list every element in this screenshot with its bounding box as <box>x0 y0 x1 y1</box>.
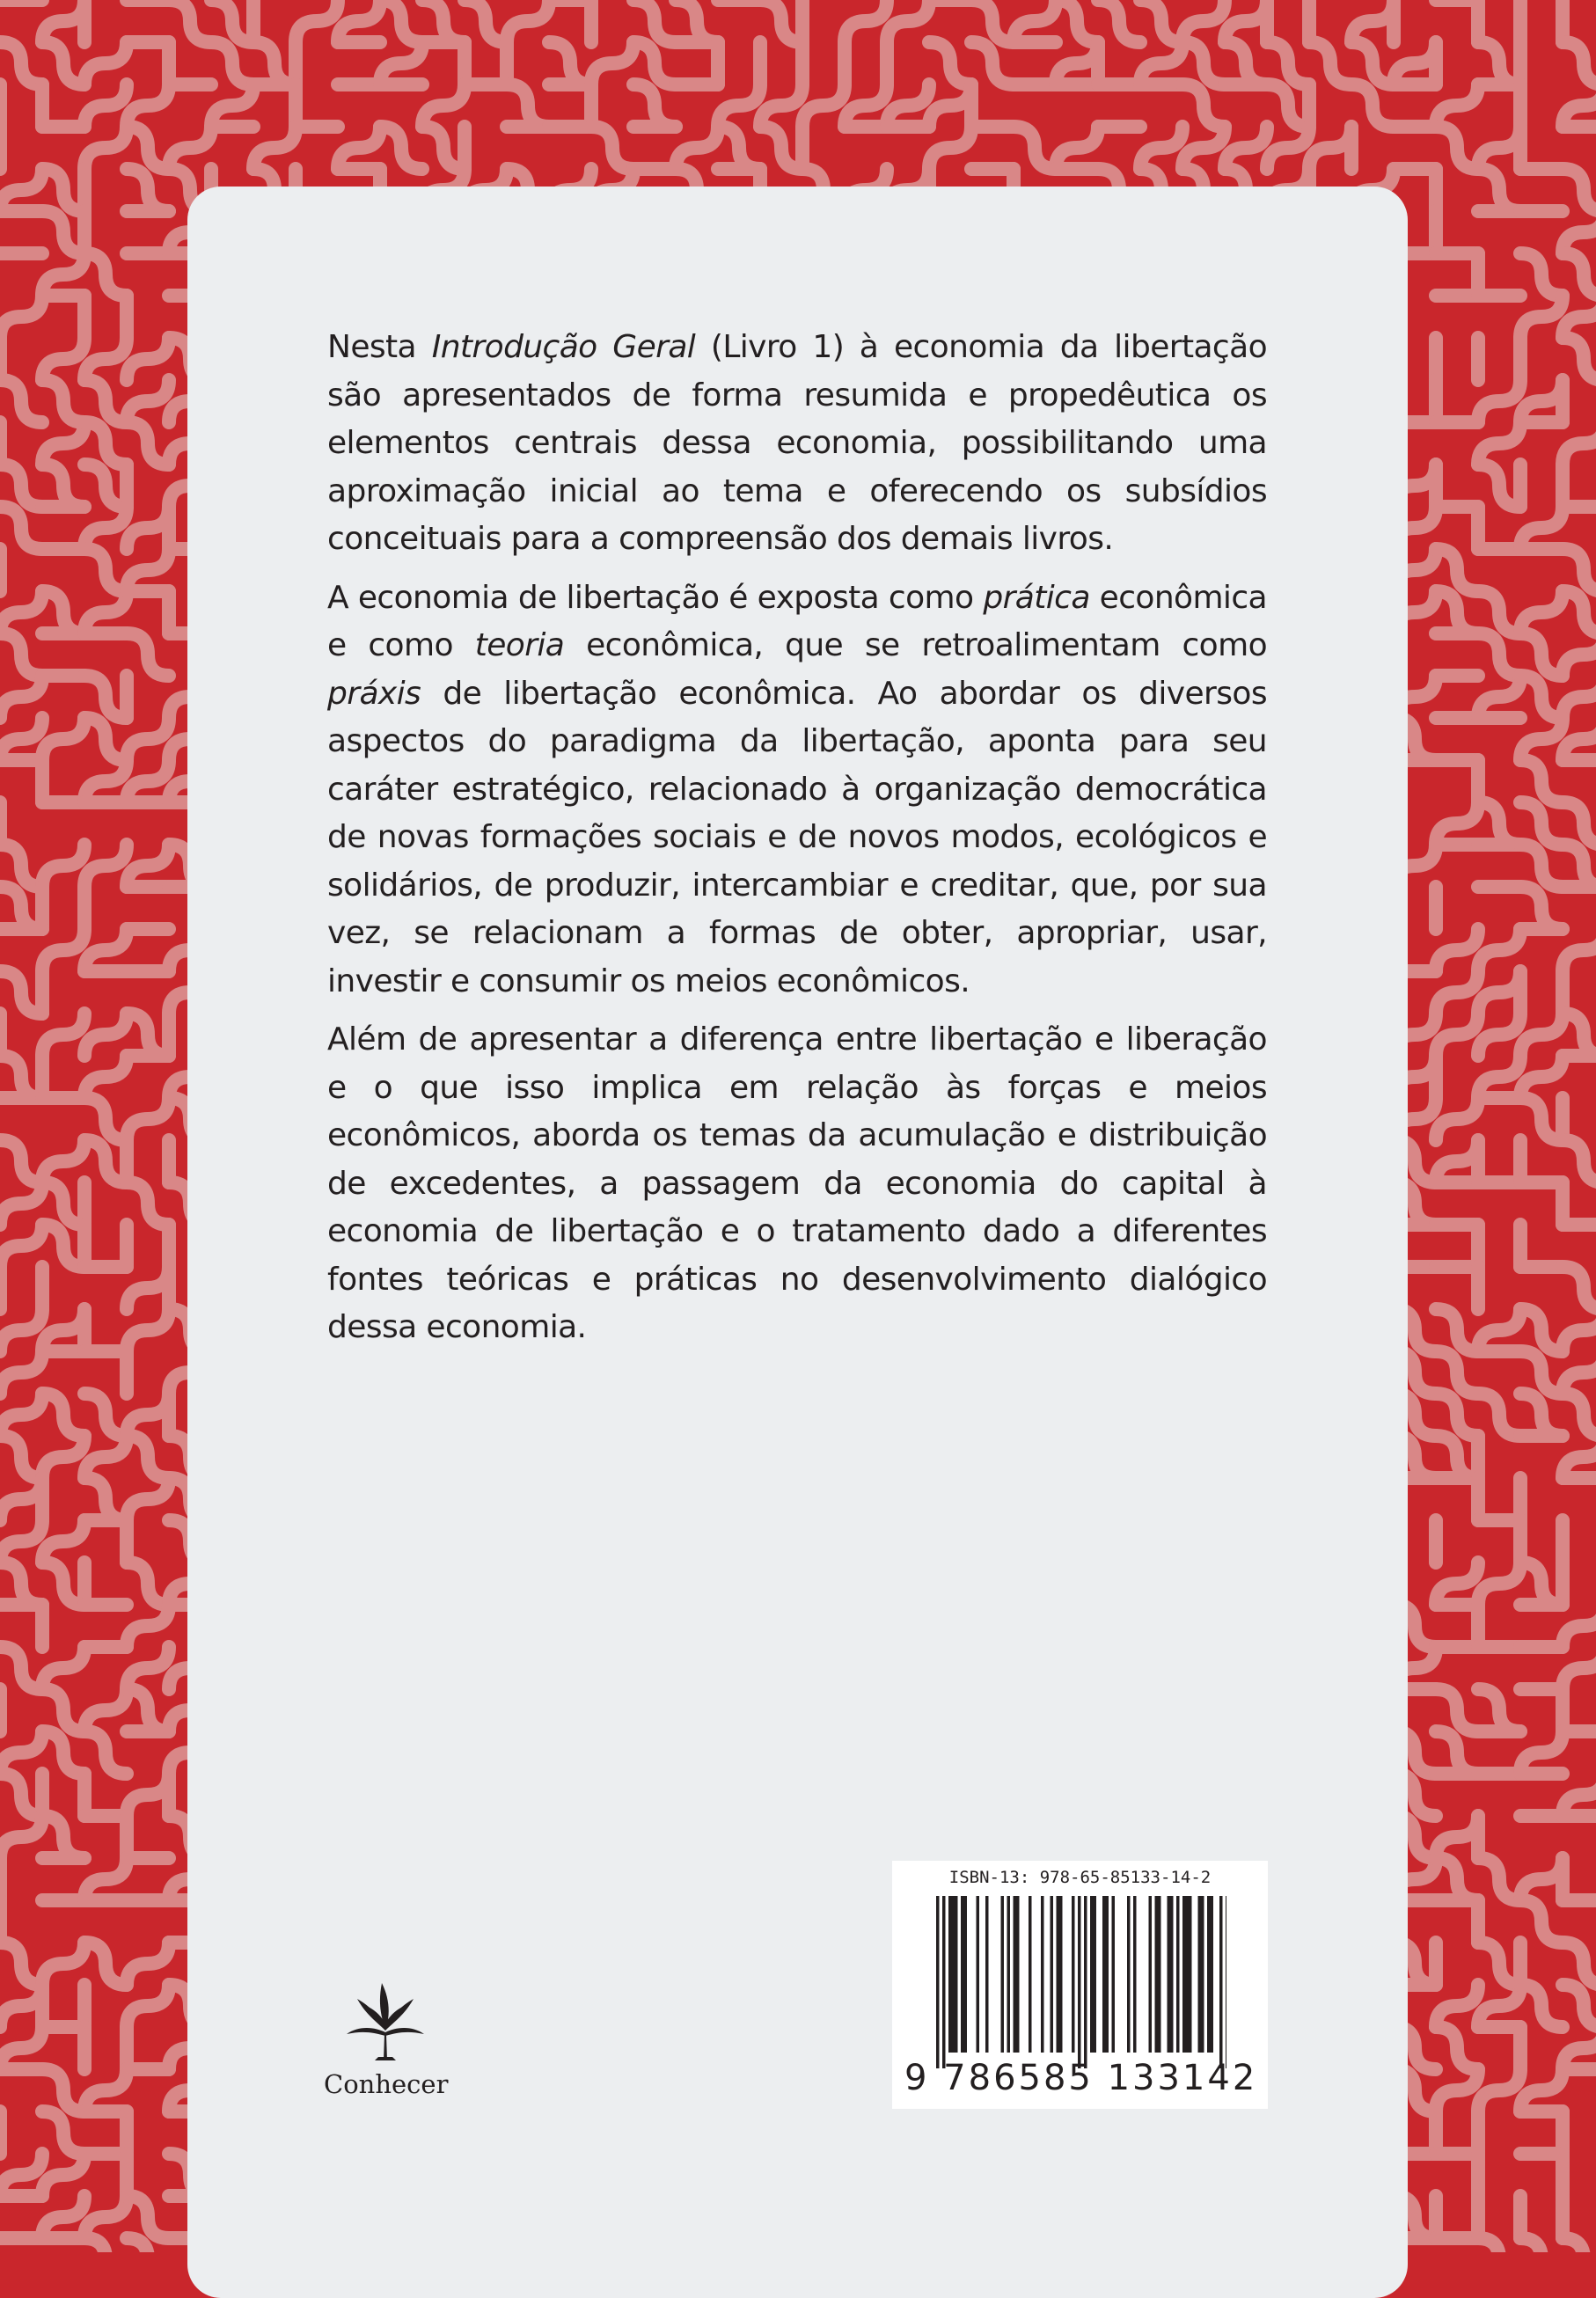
pattern-stroke <box>1563 929 1596 971</box>
pattern-stroke <box>127 1478 169 1520</box>
pattern-stroke <box>42 1394 84 1436</box>
barcode-bar <box>1207 1896 1211 2053</box>
pattern-stroke <box>1563 591 1596 633</box>
barcode-bar <box>985 1896 989 2053</box>
pattern-stroke <box>0 296 42 338</box>
pattern-stroke <box>0 1816 42 1858</box>
barcode-bars <box>936 1896 1226 2072</box>
barcode-bar <box>1059 1896 1063 2053</box>
barcode-bar <box>1112 1896 1116 2053</box>
pattern-stroke <box>127 633 169 676</box>
pattern-stroke <box>1563 1267 1596 1309</box>
barcode-digits: 9 786585 133142 <box>904 2058 1258 2098</box>
barcode-bar <box>1198 1896 1202 2053</box>
pattern-stroke <box>591 42 633 84</box>
barcode-bar <box>955 1896 958 2053</box>
pattern-stroke <box>0 676 42 718</box>
barcode-bar <box>1155 1896 1159 2053</box>
pattern-stroke <box>84 1731 127 1774</box>
barcode-bar <box>1106 1896 1109 2053</box>
pattern-stroke <box>507 0 549 42</box>
pattern-stroke <box>929 127 971 169</box>
barcode-bar <box>942 1896 946 2068</box>
barcode-bar <box>1186 1896 1190 2053</box>
pattern-stroke <box>1563 1605 1596 1647</box>
pattern-stroke <box>127 1182 169 1225</box>
barcode-bar <box>1219 1896 1223 2068</box>
pattern-stroke <box>1563 1309 1596 1351</box>
barcode-bar <box>952 1896 955 2053</box>
barcode-bar <box>1211 1896 1214 2053</box>
synopsis-paragraph-3: Além de apresentar a diferença entre libertação e liberação e o que isso implica em relação às forças e meios econômicos, aborda os temas da acumulação e distribuição de excedentes, a passagem da economia do capital à economia de libertação e o tratamento dado a diferentes fontes teóricas e práticas no desenvolvimento dialógico dessa economia. <box>327 1021 1267 1345</box>
publisher-name: Conhecer <box>324 2069 449 2099</box>
barcode-bar <box>1016 1896 1020 2053</box>
pattern-stroke <box>1563 253 1596 296</box>
pattern-stroke <box>1563 1140 1596 1182</box>
barcode-bar <box>1029 1896 1032 2053</box>
pattern-stroke <box>127 1985 169 2027</box>
pattern-stroke <box>127 1605 169 1647</box>
pattern-stroke <box>1563 633 1596 676</box>
pattern-stroke <box>169 0 211 42</box>
pattern-stroke <box>1563 2238 1596 2252</box>
barcode-bar <box>1094 1896 1097 2053</box>
pattern-stroke <box>42 1943 84 1985</box>
barcode-bar <box>1041 1896 1044 2053</box>
barcode-bar <box>964 1896 968 2053</box>
barcode-bar <box>1084 1896 1087 2068</box>
pattern-stroke <box>1563 1394 1596 1436</box>
pattern-stroke <box>1056 0 1098 42</box>
barcode-bar <box>977 1896 980 2053</box>
synopsis-text <box>327 324 1267 1363</box>
pattern-stroke <box>84 42 127 84</box>
barcode-bar <box>1072 1896 1075 2053</box>
barcode-bar <box>1182 1896 1186 2053</box>
isbn-barcode <box>892 1861 1268 2109</box>
pattern-stroke <box>0 1225 42 1267</box>
pattern-stroke <box>1478 1394 1520 1436</box>
pattern-stroke <box>929 42 971 84</box>
barcode-bar <box>1133 1896 1137 2053</box>
barcode-bar <box>1001 1896 1005 2053</box>
pattern-stroke <box>1563 676 1596 718</box>
barcode-bar <box>1014 1896 1017 2053</box>
pattern-stroke <box>1563 422 1596 465</box>
pattern-stroke <box>380 0 422 42</box>
pattern-stroke <box>127 1436 169 1478</box>
barcode-bar <box>1168 1896 1171 2053</box>
pattern-stroke <box>1098 0 1140 42</box>
tree-icon <box>340 1980 431 2064</box>
barcode-bar <box>1078 1896 1081 2068</box>
barcode-bar <box>1051 1896 1054 2053</box>
barcode-bar <box>1189 1896 1192 2053</box>
pattern-stroke <box>380 127 422 169</box>
barcode-bar <box>948 1896 952 2053</box>
pattern-stroke <box>84 253 127 296</box>
pattern-stroke <box>0 1182 42 1225</box>
pattern-stroke <box>1563 1985 1596 2027</box>
pattern-stroke <box>42 380 84 422</box>
barcode-bar <box>1176 1896 1180 2053</box>
publisher-logo <box>324 1980 447 2099</box>
pattern-stroke <box>1563 338 1596 380</box>
pattern-stroke <box>591 127 633 169</box>
pattern-stroke <box>0 1351 42 1394</box>
barcode-bar <box>1201 1896 1204 2053</box>
pattern-stroke <box>127 1098 169 1140</box>
barcode-bar <box>961 1896 964 2053</box>
pattern-stroke <box>1520 1985 1563 2027</box>
pattern-stroke <box>1563 169 1596 211</box>
pattern-stroke <box>0 42 42 84</box>
pattern-stroke <box>1309 42 1351 84</box>
barcode-bar <box>1149 1896 1153 2053</box>
synopsis-paragraph-1: Nesta Introdução Geral (Livro 1) à economia da libertação são apresentados de forma resumida e propedêutica os elementos centrais dessa economia, possibilitando uma aproximação inicial ao tema e oferecendo os subsídios conceituais para a compreensão dos demais livros. <box>327 329 1267 557</box>
barcode-bar <box>936 1896 940 2068</box>
pattern-stroke <box>127 1943 169 1985</box>
pattern-stroke <box>1436 2027 1478 2069</box>
pattern-stroke <box>1520 253 1563 296</box>
barcode-bar <box>1090 1896 1094 2053</box>
barcode-bar <box>1057 1896 1060 2053</box>
barcode-bar <box>1170 1896 1174 2053</box>
barcode-bar <box>1007 1896 1011 2053</box>
synopsis-paragraph-2: A economia de libertação é exposta como prática econômica e como teoria econômica, que se retroalimentam como práxis de libertação econômica. Ao abordar os diversos aspectos do paradigma da libertação, aponta para seu caráter estratégico, relacionado à organização democrática de novas formações sociais e de novos modos, ecológicos e solidários, de produzir, intercambiar e creditar, que, por sua vez, se relacionam a formas de obter, apropriar, usar, investir e consumir os meios econômicos. <box>327 579 1267 999</box>
pattern-stroke <box>1563 42 1596 84</box>
pattern-stroke <box>84 127 127 169</box>
pattern-stroke <box>127 1309 169 1351</box>
pattern-stroke <box>1563 1647 1596 1689</box>
isbn-label: ISBN-13: 978-65-85133-14-2 <box>948 1868 1212 1887</box>
barcode-bar <box>1158 1896 1161 2053</box>
pattern-stroke <box>0 633 42 676</box>
pattern-stroke <box>0 380 42 422</box>
pattern-stroke <box>1520 1900 1563 1943</box>
barcode-bar <box>1127 1896 1131 2053</box>
barcode-bar <box>1102 1896 1106 2053</box>
